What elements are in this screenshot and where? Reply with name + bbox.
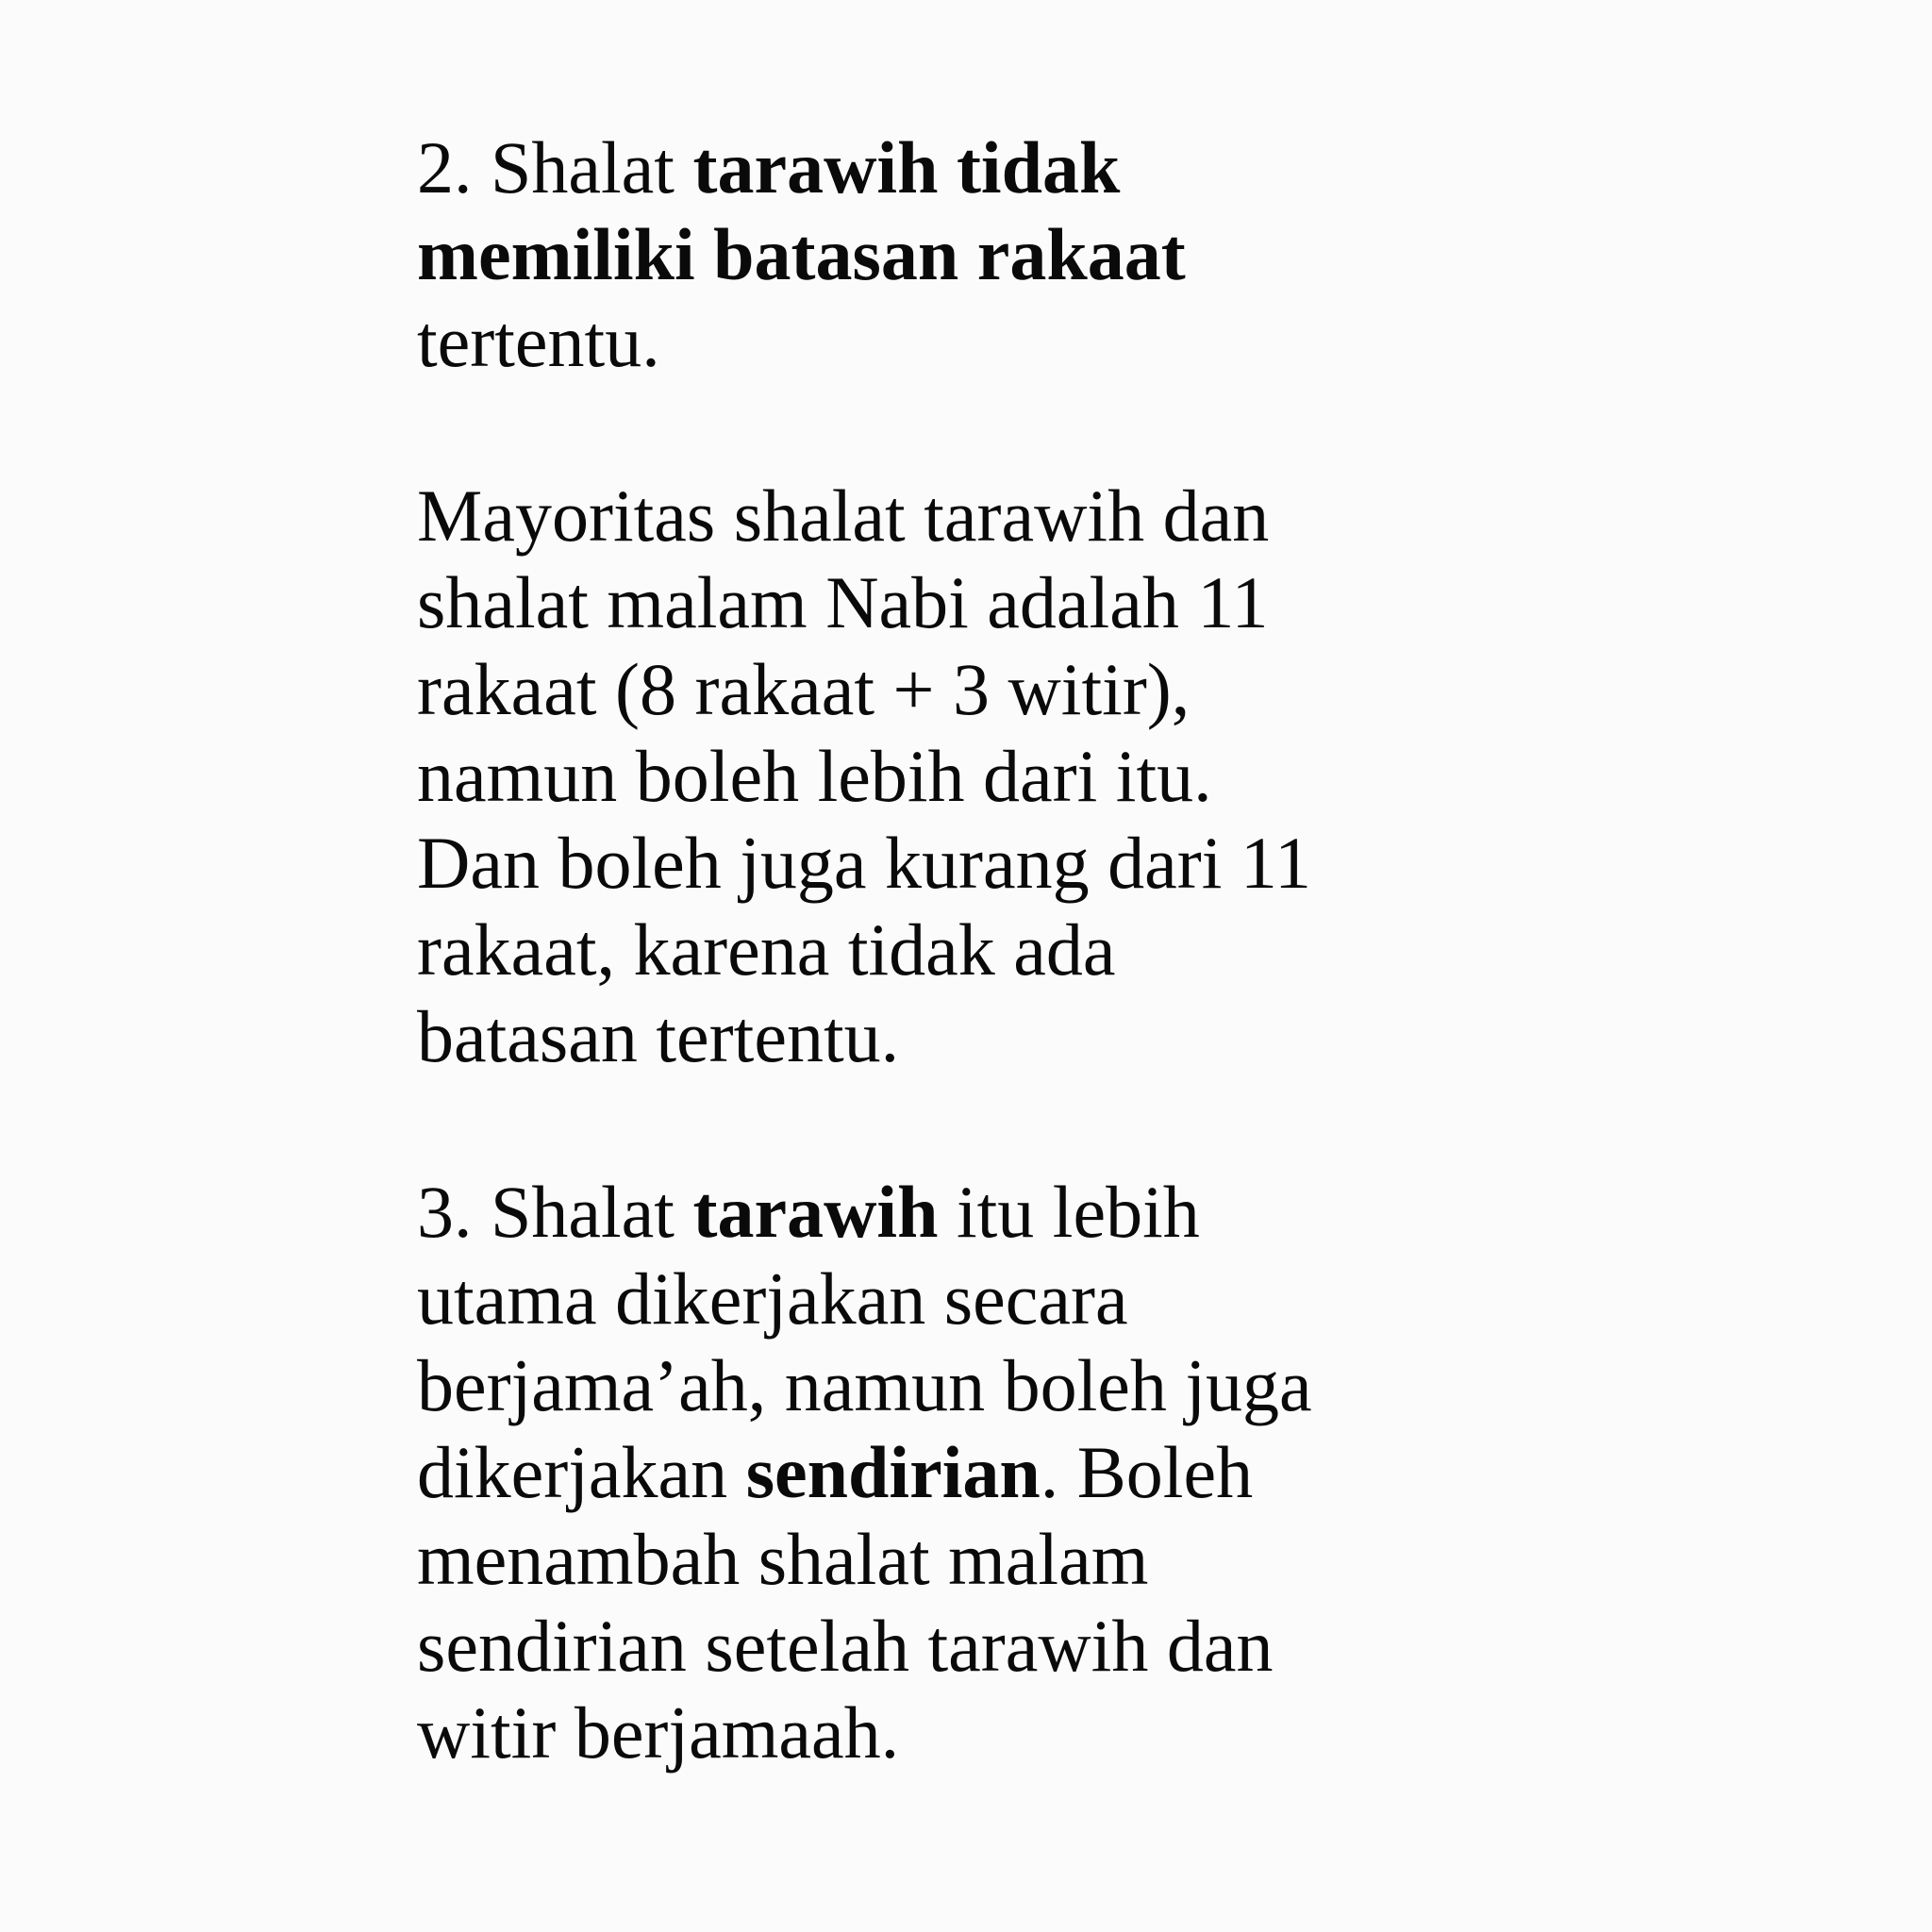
- point-3-text: . Boleh: [1040, 1431, 1254, 1513]
- point-2-bold-text: tarawih tidak: [692, 126, 1121, 208]
- point-2-heading: [417, 125, 1851, 385]
- point-3-line-4: [417, 1429, 1851, 1516]
- point-3-text: dikerjakan: [417, 1431, 746, 1513]
- point-3-line-2: utama dikerjakan secara: [417, 1257, 1128, 1340]
- point-2-number-text: 2. Shalat: [417, 126, 693, 208]
- point-3-line-3: berjama’ah, namun boleh juga: [417, 1344, 1312, 1426]
- paragraph-line: rakaat (8 rakaat + 3 witir),: [417, 648, 1191, 730]
- paragraph-line: Mayoritas shalat tarawih dan: [417, 475, 1270, 557]
- paragraph-line: Dan boleh juga kurang dari 11: [417, 822, 1311, 904]
- point-3-text: itu lebih: [938, 1171, 1200, 1253]
- point-3-bold-sendirian: sendirian: [745, 1431, 1041, 1513]
- point-2-line-2: [417, 211, 1851, 298]
- point-2-line-3: [417, 298, 1851, 385]
- point-3-line-6: sendirian setelah tarawih dan: [417, 1605, 1274, 1687]
- point-3-number-text: 3. Shalat: [417, 1171, 693, 1253]
- point-3-line-5: menambah shalat malam: [417, 1518, 1149, 1600]
- paragraph-line: rakaat, karena tidak ada: [417, 908, 1116, 991]
- point-3-bold-tarawih: tarawih: [692, 1171, 939, 1253]
- point-2-tail-text: tertentu.: [417, 300, 660, 382]
- point-3-line-1: [417, 1169, 1851, 1256]
- point-3-paragraph: [417, 1169, 1851, 1776]
- point-2-bold-text-2: memiliki batasan rakaat: [417, 213, 1186, 295]
- paragraph-line: batasan tertentu.: [417, 995, 900, 1077]
- paragraph-line: namun boleh lebih dari itu.: [417, 735, 1212, 817]
- point-3-line-7: witir berjamaah.: [417, 1691, 900, 1774]
- explanation-paragraph: [417, 473, 1851, 1080]
- point-2-line-1: [417, 125, 1851, 211]
- paragraph-line: shalat malam Nabi adalah 11: [417, 561, 1269, 643]
